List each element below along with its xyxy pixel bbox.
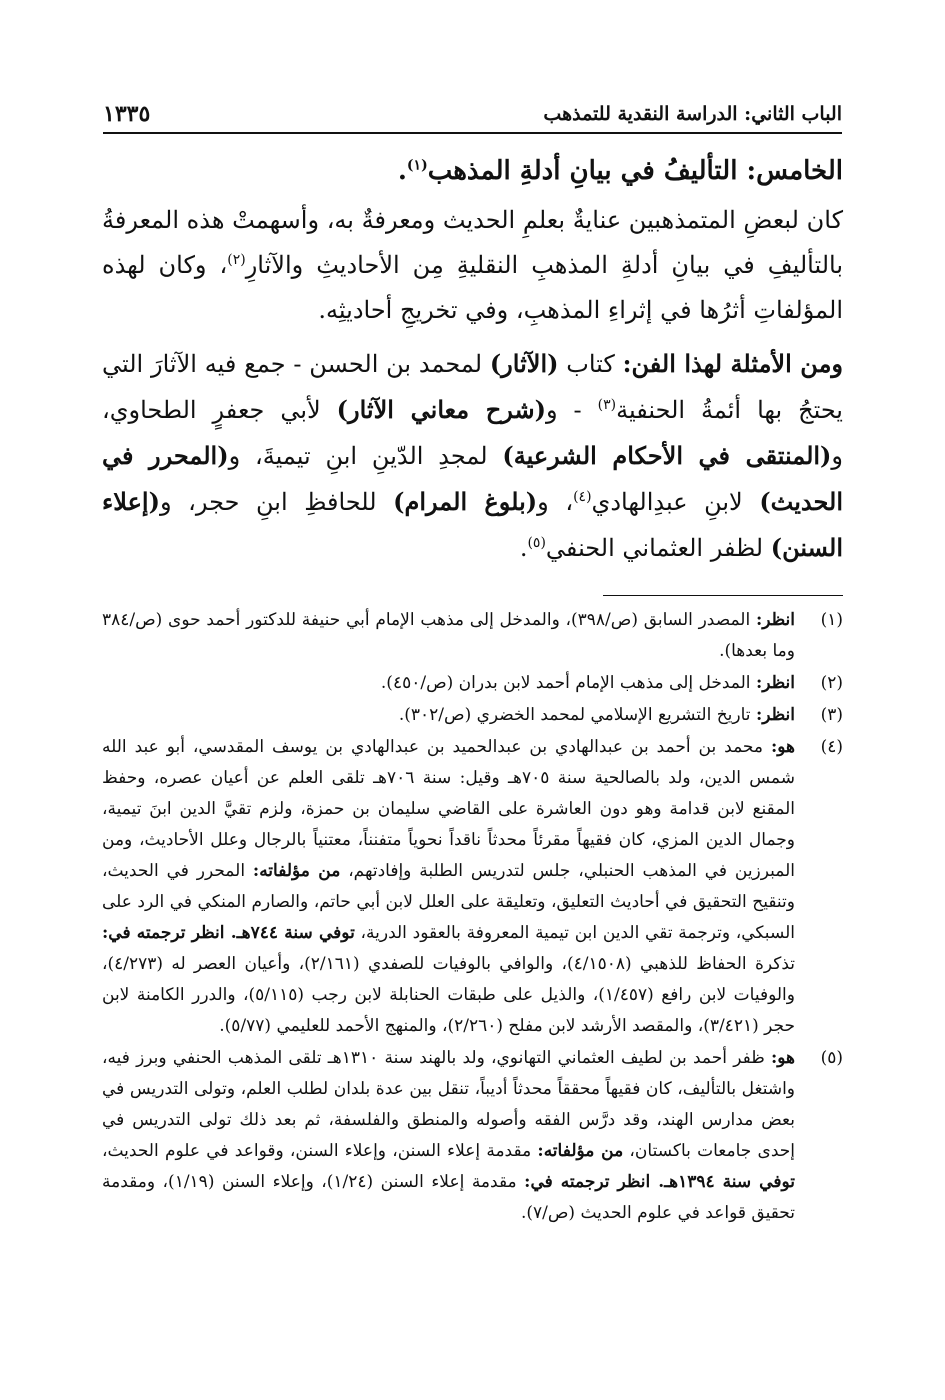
- book-title-muntaqa: (المنتقى في الأحكام الشرعية): [502, 441, 832, 470]
- footnote-3: [102, 700, 843, 731]
- book-title-sharh-maani: (شرح معاني الآثار): [336, 395, 546, 424]
- para2-text-10: .: [519, 534, 528, 562]
- footnote-works-label: من مؤلفاته:: [252, 861, 341, 881]
- footnotes: [102, 605, 843, 1230]
- footnote-text: [102, 700, 795, 731]
- footnote-text: [102, 668, 795, 699]
- section-title-dot: .: [397, 156, 407, 186]
- book-title-ilaa: (إعلاء السنن): [102, 487, 843, 562]
- footnote-ref-3[interactable]: (٣): [597, 397, 617, 413]
- footnote-label: هو:: [770, 737, 795, 757]
- para1-text-1: كان لبعضِ المتمذهبين عنايةٌ بعلمِ الحديث ومعرفةٌ به، وأسهمتْ هذه المعرفةُ بالتأليفِ في بيانِ أدلةِ المذهبِ النقليةِ مِن الأحاديثِ والآثارِ: [102, 206, 843, 279]
- book-title-muharrar: (المحرر في الحديث): [102, 441, 843, 516]
- para1-text-2: ، وكان لهذه المؤلفاتِ أثرُها في إثراءِ المذهبِ، وفي تخريجِ أحاديثِه.: [102, 251, 843, 324]
- footnote-ref-5[interactable]: (٥): [527, 535, 546, 551]
- section-title: [102, 148, 843, 194]
- para2-text-4: لأبي جعفرٍ الطحاوي، و: [102, 396, 844, 470]
- para2-text-1: كتاب: [558, 350, 623, 378]
- paragraph-examples: [102, 341, 843, 571]
- footnote-body: المصدر السابق (ص/٣٩٨)، والمدخل إلى مذهب الإمام أبي حنيفة للدكتور أحمد حوى (ص/٣٨٤ وما بعدها).: [102, 610, 795, 661]
- footnote-text: [102, 732, 795, 1042]
- footnote-number: (١): [820, 610, 843, 630]
- footnote-death-label: توفي سنة ١٣٩٤هـ. انظر ترجمته في:: [524, 1172, 795, 1192]
- para2-text-3: - و: [545, 396, 598, 424]
- para2-text-6: لابنِ عبدِالهادي: [591, 488, 760, 516]
- footnote-label: هو:: [770, 1048, 795, 1068]
- footnote-number: (٣): [820, 705, 843, 725]
- book-title-athar: (الآثار): [489, 349, 559, 378]
- footnote-number: (٢): [820, 673, 843, 693]
- footnote-label: انظر:: [755, 610, 795, 630]
- footnote-works-label: من مؤلفاته:: [537, 1141, 624, 1161]
- paragraph-intro: [102, 198, 843, 333]
- footnote-label: انظر:: [755, 673, 795, 693]
- para2-text-2: لمحمد بن الحسن - جمع فيه الآثارَ التي يحتجُ بها أئمةُ الحنفية: [102, 350, 843, 424]
- footnote-body-2: مقدمة إعلاء السنن، وإعلاء السنن، وقواعد في علوم الحديث،: [102, 1141, 538, 1161]
- footnote-body-1: محمد بن أحمد بن عبدالهادي بن عبدالحميد بن عبدالهادي بن يوسف المقدسي، أبو عبد الله شمس الدين، ولد بالصالحية سنة ٧٠٥هـ وقيل: سنة ٧٠٦هـ تلقى العلم عن أعيان عصره، وحفظ المقنع لابن قدامة وهو دون العاشرة على القاضي سليمان بن حمزة، ولزم تقيَّ الدين ابنَ تيمية، وجمال الدين المزي، كان فقيهاً مقرئاً محدثاً ناقداً نحوياً متفنناً، معتنياً بالرجال وعلل الأحاديث، ومن المبرزين في المذهب الحنبلي، جلس لتدريس الطلبة وإفادتهم،: [102, 737, 796, 881]
- footnote-body-1: ظفر أحمد بن لطيف العثماني التهانوي، ولد بالهند سنة ١٣١٠هـ تلقى المذهب الحنفي وبرز فيه، واشتغل بالتأليف، كان فقيهاً محققاً محدثاً أديباً، تنقل بين عدة بلدان لطلب العلم، وتولى التدريس في بعض مدارس الهند، وقد درَّس الفقه وأصوله والمنطق والفلسفة، ثم بعد ذلك تولى التدريس في إحدى جامعات باكستان،: [102, 1048, 795, 1161]
- para2-text-9: لظفر العثماني الحنفي: [545, 534, 771, 562]
- footnote-text: [102, 1043, 795, 1229]
- footnote-ref-2[interactable]: (٢): [227, 252, 246, 268]
- footnote-number: (٥): [820, 1048, 843, 1068]
- footnote-body: تاريخ التشريع الإسلامي لمحمد الخضري (ص/٣٠٢).: [398, 705, 756, 725]
- footnote-label: انظر:: [755, 705, 795, 725]
- para2-text-5: لمجدِ الدّينِ ابنِ تيميةَ، و: [228, 442, 503, 470]
- footnote-1: [102, 605, 843, 667]
- footnote-body-3: تذكرة الحفاظ للذهبي (٤/١٥٠٨)، والوافي بالوفيات للصفدي (٢/١٦١)، وأعيان العصر له (٤/٢٧٣)، والوفيات لابن رافع (١/٤٥٧)، والذيل على طبقات الحنابلة لابن رجب (٥/١١٥)، والدرر الكامنة لابن حجر (٣/٤٢١)، والمقصد الأرشد لابن مفلح (٢/٢٦٠)، والمنهج الأحمد للعليمي (٥/٧٧).: [102, 954, 795, 1036]
- footnote-body-3: مقدمة إعلاء السنن (١/٢٤)، وإعلاء السنن (١/١٩)، ومقدمة تحقيق قواعد في علوم الحديث (ص/٧).: [102, 1172, 795, 1223]
- footnote-body-2: المحرر في الحديث، وتنقيح التحقيق في أحاديث التعليق، وتعليقة على العلل لابن أبي حاتم، والصارم المنكي في الرد على السبكي، وترجمة تقي الدين ابن تيمية المعروفة بالعقود الدرية،: [102, 861, 796, 943]
- page-number: ١٣٣٥: [103, 101, 151, 127]
- para2-text-8: للحافظِ ابنِ حجر، و: [159, 488, 394, 516]
- para2-text-7: ، و: [537, 488, 574, 516]
- main-text: [102, 148, 843, 579]
- footnote-4: [102, 732, 843, 1042]
- footnote-ref-1[interactable]: (١): [406, 157, 428, 174]
- examples-lead: ومن الأمثلة لهذا الفن:: [622, 349, 844, 378]
- running-head: الباب الثاني: الدراسة النقدية للتمذهب: [543, 103, 842, 125]
- footnote-divider: [603, 595, 843, 596]
- footnote-death-label: توفي سنة ٧٤٤هـ. انظر ترجمته في:: [102, 923, 355, 943]
- footnote-5: [102, 1043, 843, 1229]
- book-title-bulugh: (بلوغ المرام): [393, 487, 538, 516]
- footnote-body: المدخل إلى مذهب الإمام أحمد لابن بدران (ص/٤٥٠).: [380, 673, 756, 693]
- page-header: [103, 96, 842, 134]
- footnote-2: [102, 668, 843, 699]
- footnote-text: [102, 605, 795, 667]
- footnote-number: (٤): [820, 737, 843, 757]
- footnote-ref-4[interactable]: (٤): [573, 489, 592, 505]
- section-title-text: الخامس: التأليفُ في بيانِ أدلةِ المذهب: [427, 156, 843, 186]
